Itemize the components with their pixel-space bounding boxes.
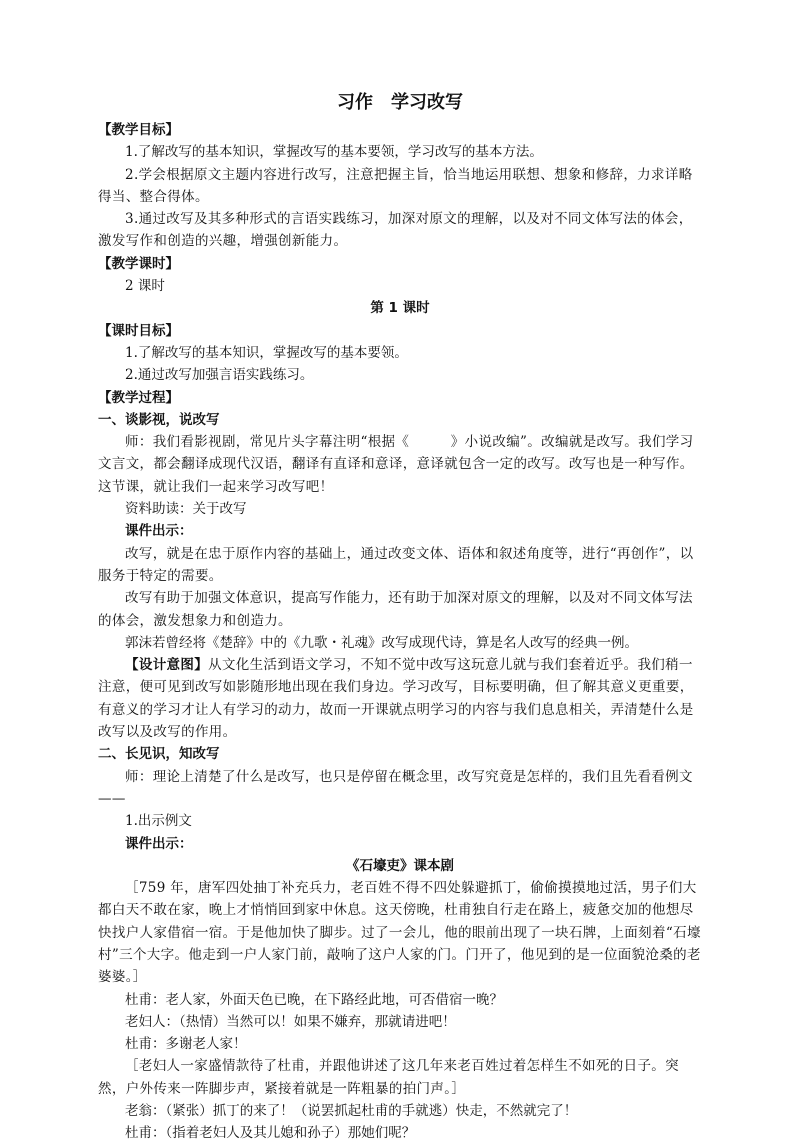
lesson-goal-1: 1.了解改写的基本知识，掌握改写的基本要领。 xyxy=(125,344,408,361)
play-stage-direction-1: ［759 年，唐军四处抽丁补充兵力，老百姓不得不四处躲避抓丁，偷偷摸摸地过活，男子们大都白天不敢在家，晚上才悄悄回到家中休息。这天傍晚，杜甫独自行走在路上，疲惫交加的他想尽快找户人家借宿一宿。于是他加快了脚步。过了一会儿，他的眼前出现了一块石牌，上面刻着“石壕村”三个大字。他走到一户人家门前，敲响了这户人家的门。门开了，他见到的是一位面貌沧桑的老婆婆。］ xyxy=(98,880,701,986)
part-2-item-1: 1.出示例文 xyxy=(125,813,192,830)
part-1-teacher-text: 师：我们看影视剧，常见片头字幕注明“根据《 》小说改编”。改编就是改写。我们学习文言文，都会翻译成现代汉语，翻译有直译和意译，意译就包含一定的改写。改写也是一种写作。这节课，就让我们一起来学习改写吧！ xyxy=(98,434,694,495)
dialogue-line-2: 老妇人：（热情）当然可以！如果不嫌弃，那就请进吧！ xyxy=(125,1013,456,1030)
play-stage-direction-2: ［老妇人一家盛情款待了杜甫，并跟他讲述了这几年来老百姓过着怎样生不如死的日子。突然，户外传来一阵脚步声，紧接着就是一阵粗暴的拍门声。］ xyxy=(98,1058,679,1097)
dialogue-line-3: 杜甫：多谢老人家！ xyxy=(125,1036,247,1053)
rewrite-benefits: 改写有助于加强文体意识，提高写作能力，还有助于加深对原文的理解，以及对不同文体写法的体会，激发想象力和创造力。 xyxy=(98,590,693,629)
lesson-goals-heading: 【课时目标】 xyxy=(98,322,179,339)
courseware-label-2: 课件出示： xyxy=(125,835,193,852)
part-1-heading: 一、谈影视，说改写 xyxy=(98,411,220,428)
document-title: 习作 学习改写 xyxy=(337,92,463,113)
document-body xyxy=(0,119,800,1145)
rewrite-example: 郭沫若曾经将《楚辞》中的《九歌・礼魂》改写成现代诗，算是名人改写的经典一例。 xyxy=(125,634,638,651)
goal-item-2: 2.学会根据原文主题内容进行改写，注意把握主旨，恰当地运用联想、想象和修辞，力求详略得当、整合得体。 xyxy=(98,166,693,205)
goal-item-3: 3.通过改写及其多种形式的言语实践练习，加深对原文的理解，以及对不同文体写法的体会，激发写作和创造的兴趣，增强创新能力。 xyxy=(98,211,693,250)
teaching-goals-heading: 【教学目标】 xyxy=(98,122,179,138)
rewrite-definition: 改写，就是在忠于原作内容的基础上，通过改变文体、语体和叙述角度等，进行“再创作”，以服务于特定的需要。 xyxy=(98,545,694,584)
design-intent-text: 从文化生活到语文学习，不知不觉中改写这玩意儿就与我们套着近乎。我们稍一注意，便可见到改写如影随形地出现在我们身边。学习改写，目标要明确，但了解其意义更重要，有意义的学习才让人有学习的动力，故而一开课就点明学习的内容与我们息息相关，弄清楚什么是改写以及改写的作用。 xyxy=(98,657,694,741)
part-2-teacher-text: 师：理论上清楚了什么是改写，也只是停留在概念里，改写究竟是怎样的，我们且先看看例文—— xyxy=(98,768,693,807)
part-2-heading: 二、长见识，知改写 xyxy=(98,746,220,763)
goal-item-1: 1.了解改写的基本知识，掌握改写的基本要领，学习改写的基本方法。 xyxy=(125,144,543,161)
design-intent-paragraph xyxy=(0,654,800,743)
lesson-1-title: 第 1 课时 xyxy=(370,300,430,317)
teaching-hours-heading: 【教学课时】 xyxy=(98,255,179,272)
courseware-label-1: 课件出示： xyxy=(125,523,193,540)
dialogue-line-4: 老翁：（紧张）抓丁的来了！（说罢抓起杜甫的手就逃）快走，不然就完了！ xyxy=(125,1103,578,1120)
dialogue-line-1: 杜甫：老人家，外面天色已晚，在下路经此地，可否借宿一晚？ xyxy=(125,991,503,1008)
part-1-resource: 资料助读：关于改写 xyxy=(125,501,247,518)
dialogue-line-5: 杜甫：（指着老妇人及其儿媳和孙子）那她们呢？ xyxy=(125,1125,416,1142)
design-intent-label: 【设计意图】 xyxy=(125,657,209,674)
play-title: 《石壕吏》课本剧 xyxy=(346,857,454,874)
teaching-process-heading: 【教学过程】 xyxy=(98,389,179,406)
lesson-goal-2: 2.通过改写加强言语实践练习。 xyxy=(125,367,314,384)
teaching-hours-value: 2 课时 xyxy=(125,278,165,295)
